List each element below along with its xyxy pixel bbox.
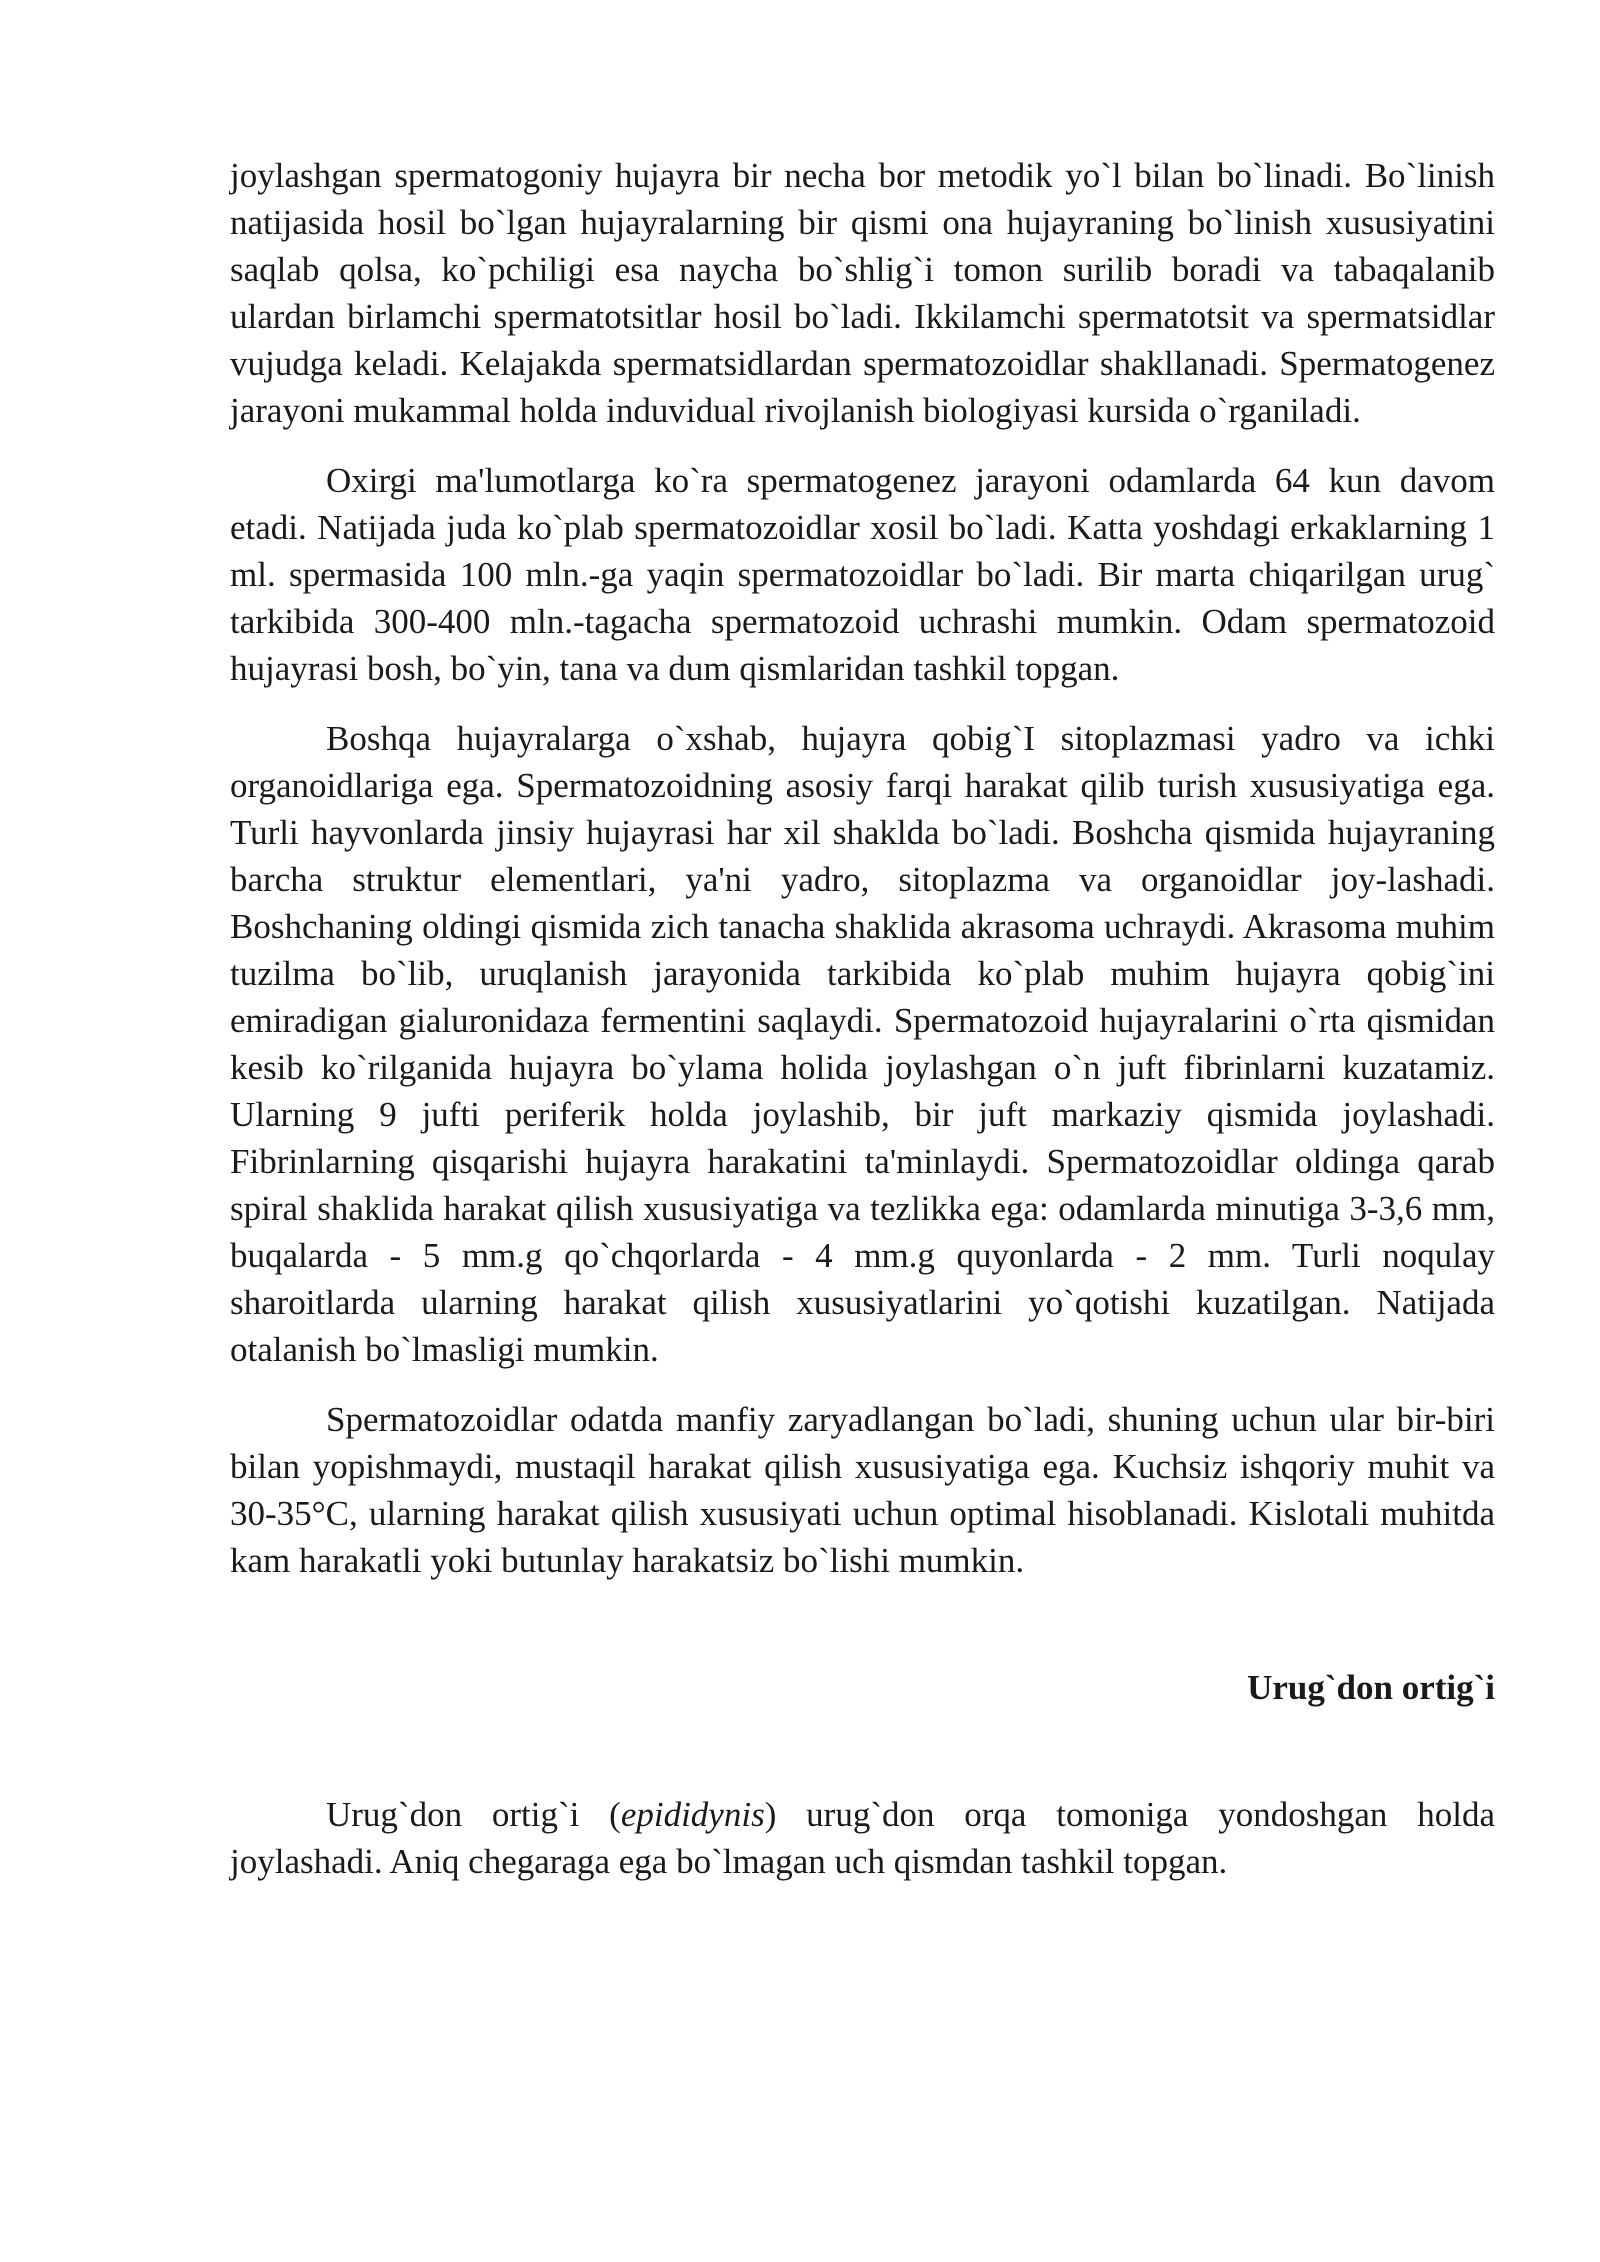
paragraph-5-before: Urug`don ortig`i ( (326, 1795, 621, 1834)
paragraph-5 (230, 1791, 1495, 1885)
paragraph-4: Spermatozoidlar odatda manfiy zaryadlangan bo`ladi, shuning uchun ular bir-biri bilan yopishmaydi, mustaqil harakat qilish xususiyatiga ega. Kuchsiz ishqoriy muhit va 30-35°C, ularning harakat qilish xususiyati uchun optimal hisoblanadi. Kislotali muhitda kam harakatli yoki butunlay harakatsiz bo`lishi mumkin. (230, 1400, 1495, 1580)
paragraph-1: joylashgan spermatogoniy hujayra bir necha bor metodik yo`l bilan bo`linadi. Bo`linish natijasida hosil bo`lgan hujayralarning bir qismi ona hujayraning bo`linish xususiyatini saqlab qolsa, ko`pchiligi esa naycha bo`shlig`i tomon surilib boradi va tabaqalanib ulardan birlamchi spermatotsitlar hosil bo`ladi. Ikkilamchi spermatotsit va spermatsidlar vujudga keladi. Kelajakda spermatsidlardan spermatozoidlar shakllanadi. Spermatogenez jarayoni mukammal holda induvidual rivojlanish biologiyasi kursida o`rganiladi. (230, 156, 1495, 430)
section-heading: Urug`don ortig`i (1247, 1668, 1495, 1707)
paragraph-5-after: ) urug`don orqa tomoniga yondoshgan holda joylashadi. Aniq chegaraga ega bo`lmagan uch qismdan tashkil topgan. (230, 1795, 1495, 1881)
paragraph-3: Boshqa hujayralarga o`xshab, hujayra qobig`I sitoplazmasi yadro va ichki organoidlariga ega. Spermatozoidning asosiy farqi harakat qilib turish xususiyatiga ega. Turli hayvonlarda jinsiy hujayrasi har xil shaklda bo`ladi. Boshcha qismida hujayraning barcha struktur elementlari, ya'ni yadro, sitoplazma va organoidlar joy-lashadi. Boshchaning oldingi qismida zich tanacha shaklida akrasoma uchraydi. Akrasoma muhim tuzilma bo`lib, uruqlanish jarayonida tarkibida ko`plab muhim hujayra qobig`ini emiradigan gialuronidaza fermentini saqlaydi. Spermatozoid hujayralarini o`rta qismidan kesib ko`rilganida hujayra bo`ylama holida joylashgan o`n juft fibrinlarni kuzatamiz. Ularning 9 jufti periferik holda joylashib, bir juft markaziy qismida joylashadi. Fibrinlarning qisqarishi hujayra harakatini ta'minlaydi. Spermatozoidlar oldinga qarab spiral shaklida harakat qilish xususiyatiga va tezlikka ega: odamlarda minutiga 3-3,6 mm, buqalarda - 5 mm.g qo`chqorlarda - 4 mm.g quyonlarda - 2 mm. Turli noqulay sharoitlarda ularning harakat qilish xususiyatlarini yo`qotishi kuzatilgan. Natijada otalanish bo`lmasligi mumkin. (230, 719, 1495, 1369)
latin-term: epididynis (620, 1795, 765, 1834)
document-page (230, 152, 1495, 1885)
paragraph-2: Oxirgi ma'lumotlarga ko`ra spermatogenez jarayoni odamlarda 64 kun davom etadi. Natijada juda ko`plab spermatozoidlar xosil bo`ladi. Katta yoshdagi erkaklarning 1 ml. spermasida 100 mln.-ga yaqin spermatozoidlar bo`ladi. Bir marta chiqarilgan urug` tarkibida 300-400 mln.-tagacha spermatozoid uchrashi mumkin. Odam spermatozoid hujayrasi bosh, bo`yin, tana va dum qismlaridan tashkil topgan. (230, 461, 1495, 688)
